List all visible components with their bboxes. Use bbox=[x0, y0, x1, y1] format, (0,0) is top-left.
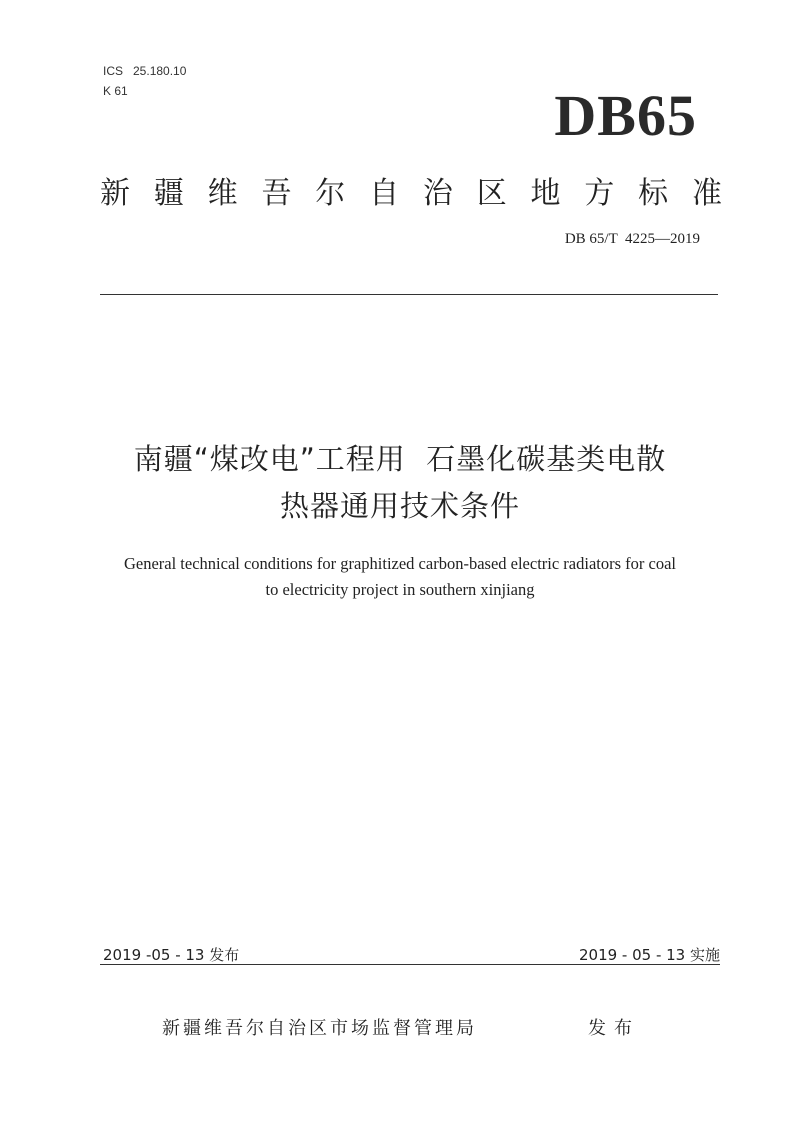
standard-type-title bbox=[100, 168, 722, 212]
english-title bbox=[0, 551, 800, 603]
standard-type-char: 区 bbox=[476, 176, 507, 211]
standard-type-char: 新 bbox=[100, 176, 130, 211]
standard-type-char: 自 bbox=[369, 176, 400, 211]
english-title-line-1: General technical conditions for graphitized carbon-based electric radiators for coal bbox=[123, 554, 677, 573]
footer-divider bbox=[100, 964, 720, 965]
standard-type-char: 准 bbox=[691, 176, 722, 211]
publisher-name: 新疆维吾尔自治区市场监督管理局 bbox=[162, 1018, 477, 1039]
standard-type-char: 方 bbox=[584, 176, 615, 211]
publish-label: 发布 bbox=[588, 1018, 640, 1039]
classification-code: K 61 bbox=[103, 84, 128, 98]
standard-type-char: 治 bbox=[422, 176, 453, 211]
implementation-date: 2019 - 05 - 13 实施 bbox=[578, 946, 720, 964]
issue-date: 2019 -05 - 13 发布 bbox=[103, 946, 240, 964]
standard-type-char: 维 bbox=[207, 176, 238, 211]
chinese-title-line-1: 南疆“煤改电”工程用 石墨化碳基类电散 bbox=[133, 442, 667, 476]
chinese-title bbox=[0, 436, 800, 530]
header-divider bbox=[100, 294, 718, 295]
standard-type-char: 地 bbox=[530, 176, 561, 211]
chinese-title-line-2: 热器通用技术条件 bbox=[279, 489, 520, 523]
standard-type-char: 标 bbox=[638, 176, 669, 211]
english-title-line-2: to electricity project in southern xinjiang bbox=[265, 580, 535, 599]
standard-number: DB 65/T 4225—2019 bbox=[564, 231, 700, 247]
standard-logo: DB65 bbox=[554, 83, 697, 148]
standard-type-char: 疆 bbox=[153, 176, 184, 211]
ics-code: ICS 25.180.10 bbox=[103, 64, 187, 78]
standard-type-char: 尔 bbox=[315, 176, 346, 211]
standard-type-char: 吾 bbox=[261, 176, 292, 211]
